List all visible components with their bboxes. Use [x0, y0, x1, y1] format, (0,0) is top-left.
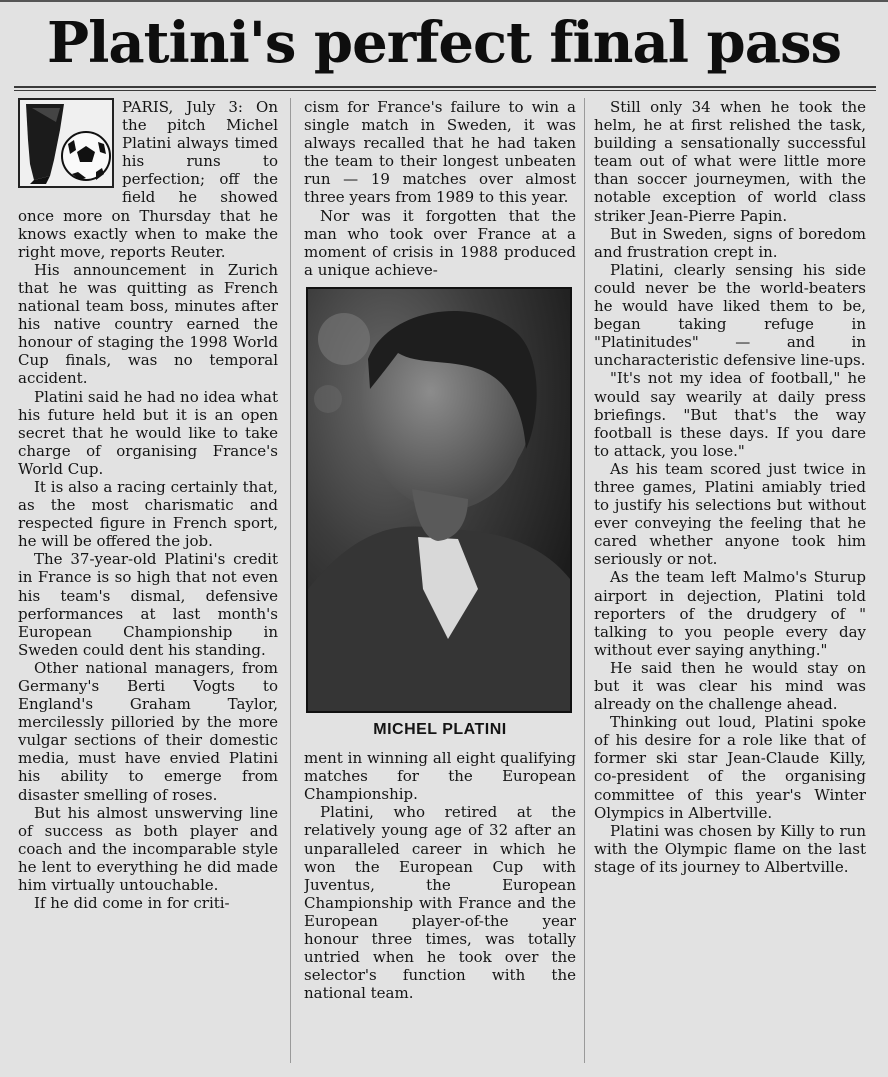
photo-caption: MICHEL PLATINI	[373, 720, 507, 738]
article-paragraph: It is also a racing certainly that, as the most charismatic and respected figure in French sport, he will be offered the job.	[18, 477, 278, 551]
article-paragraph: Thinking out loud, Platini spoke of his desire for a role like that of former ski star Jean-Claude Killy, co-president of the organising committee of this year's Winter Olympics in Albertville.	[594, 713, 866, 822]
portrait-photo-graphic	[308, 289, 570, 711]
article-paragraph: Platini was chosen by Killy to run with the Olympic flame on the last stage of its journey to Albertville.	[594, 821, 866, 876]
headline: Platini's perfect final pass	[46, 10, 842, 76]
article-paragraph: He said then he would stay on but it was clear his mind was already on the challenge ahead.	[594, 658, 866, 714]
article-paragraph: Still only 34 when he took the helm, he at first relished the task, building a sensationally successful team out of what were little more than soccer journeymen, with the notable exception of world class striker Jean-Pierre Papin.	[594, 98, 866, 225]
article-column-2	[304, 98, 576, 1065]
article-paragraph: Nor was it forgotten that the man who took over France at a moment of crisis in 1988 produced a unique achieve-	[304, 206, 576, 279]
article-paragraph: But in Sweden, signs of boredom and frustration crept in.	[594, 224, 866, 261]
column-divider	[584, 98, 585, 1063]
article-paragraph: Platini said he had no idea what his future held but it is an open secret that he would like to take charge of organising France's World Cup.	[18, 387, 278, 478]
article-paragraph: As the team left Malmo's Sturup airport in dejection, Platini told reporters of the drudgery of " talking to you people every day without ever saying anything."	[594, 568, 866, 659]
article-paragraph: As his team scored just twice in three games, Platini amiably tried to justify his selections but without ever conveying the feeling that he cared whether anyone took him seriously or not.	[594, 459, 866, 569]
article-paragraph: The 37-year-old Platini's credit in France is so high that not even his team's dismal, defensive performances at last month's European Championship in Sweden could dent his standing.	[18, 550, 278, 659]
article-paragraph: PARIS, July 3: On the pitch Michel Platini always timed his runs to perfection; off the field he showed once more on Thursday that he knows exactly when to make the right move, reports Reuter.	[18, 98, 278, 261]
article-paragraph: But his almost unswerving line of success as both player and coach and the incomparable style he lent to everything he did made him virtually untouchable.	[18, 803, 278, 895]
portrait-photo	[306, 287, 572, 713]
article-paragraph: cism for France's failure to win a single match in Sweden, it was always recalled that he had taken the team to their longest unbeaten run — 19 matches over almost three years from 1989 to this year.	[304, 98, 576, 207]
article-paragraph: Platini, who retired at the relatively young age of 32 after an unparalleled career in which he won the European Cup with Juventus, the European Championship with France and the European player-of-the year honour three times, was totally untried when he took over the selector's function with the national team.	[304, 803, 576, 1003]
article-paragraph: His announcement in Zurich that he was quitting as French national team boss, minutes after his native country earned the honour of staging the 1998 World Cup finals, was no temporal accident.	[18, 260, 278, 388]
football-boot-and-ball-icon	[18, 98, 114, 188]
column-divider	[290, 98, 291, 1063]
article-paragraph: Other national managers, from Germany's Berti Vogts to England's Graham Taylor, mercilessly pilloried by the more vulgar sections of their domestic media, must have envied Platini his ability to emerge from disaster smelling of roses.	[18, 658, 278, 804]
article-column-3	[594, 98, 866, 1065]
article-paragraph: ment in winning all eight qualifying matches for the European Championship.	[304, 749, 576, 804]
football-logo-graphic	[20, 100, 112, 186]
headline-rule-top	[14, 86, 876, 88]
headline-rule-bottom	[14, 90, 876, 91]
article-paragraph: Platini, clearly sensing his side could never be the world-beaters he would have liked them to be, began taking refuge in "Platinitudes" — and in uncharacteristic defensive line-ups.	[594, 260, 866, 370]
article-paragraph: "It's not my idea of football," he would say wearily at daily press briefings. "But that's the way football is these days. If you dare to attack, you lose."	[594, 369, 866, 460]
article-column-1	[18, 98, 278, 1065]
article-paragraph: If he did come in for criti-	[34, 894, 230, 913]
